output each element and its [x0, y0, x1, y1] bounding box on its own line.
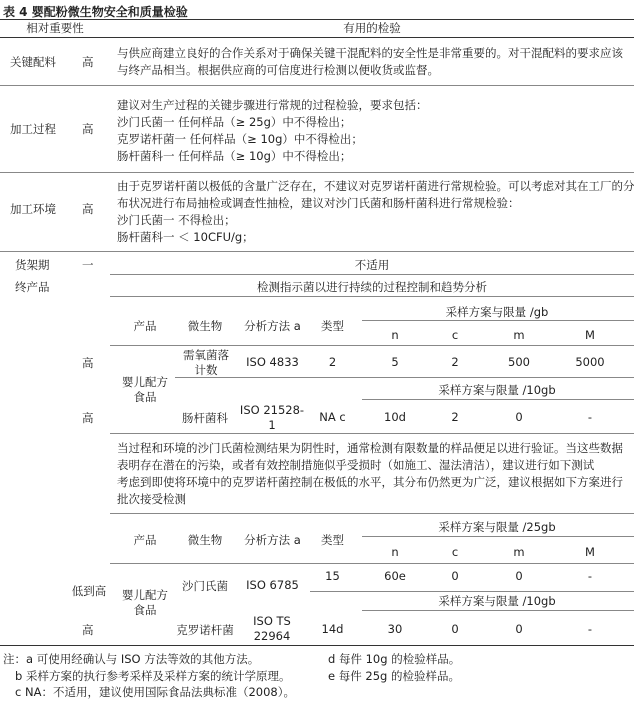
header-tests: 有用的检验 [343, 21, 401, 35]
t2-row1-level: 低到高 [71, 584, 107, 598]
t2-header-method: 分析方法 a [244, 533, 301, 547]
t2-row2-organism: 克罗诺杆菌 [176, 623, 234, 637]
t1-plan-rule [362, 320, 634, 321]
process-label: 加工过程 [10, 122, 56, 136]
t1-row2-level: 高 [82, 411, 94, 425]
shelf-life-label: 货架期 [15, 258, 50, 272]
process-line-4: 肠杆菌科一 任何样品（≥ 10g）中不得检出； [117, 149, 352, 163]
shelf-life-level: 一 [82, 258, 94, 272]
rule-4 [110, 274, 634, 275]
key-ingredients-line-1: 与供应商建立良好的合作关系对于确保关键干混配料的安全性是非常重要的。对干混配料的要求应该 [117, 46, 623, 60]
environment-label: 加工环境 [10, 202, 56, 216]
t2-plan-rule [362, 536, 634, 537]
t2-header-rule [110, 563, 634, 564]
t2-product: 婴儿配方食品 [122, 588, 168, 617]
t2-header-type: 类型 [321, 533, 344, 547]
t1-row1-level: 高 [82, 356, 94, 370]
t1-row1-M: 5000 [575, 355, 605, 369]
t1-sub-m: m [513, 328, 525, 342]
final-product-label: 终产品 [15, 280, 50, 294]
table-title: 表 4 婴配粉微生物安全和质量检验 [3, 5, 188, 19]
environment-line-1: 由于克罗诺杆菌以极低的含量广泛存在，不建议对克罗诺杆菌进行常规检验。可以考虑对其在工厂的分 [117, 179, 634, 193]
t2-row1-m: 0 [515, 569, 523, 583]
t1-row1-method: ISO 4833 [246, 355, 299, 369]
t1-header-method: 分析方法 a [244, 319, 301, 333]
key-ingredients-label: 关键配料 [10, 55, 56, 69]
bottom-rule [0, 645, 634, 646]
t1-row2-M: - [587, 410, 593, 424]
t2-plan2-rule [362, 610, 634, 611]
rule-5 [110, 296, 634, 297]
t2-row1-c: 0 [451, 569, 459, 583]
t2-header-product: 产品 [133, 533, 157, 547]
t2-sub-M: M [585, 545, 595, 559]
rule-1 [0, 85, 634, 86]
t2-row1-n: 60e [384, 569, 406, 583]
note-a: 注：a 可使用经确认与 ISO 方法等效的其他方法。 [3, 652, 260, 666]
process-level: 高 [82, 122, 94, 136]
t1-header-plan: 采样方案与限量 /gb [445, 305, 549, 319]
t1-row1-organism: 需氧菌落计数 [183, 348, 229, 377]
key-ingredients-line-2: 与终产品相当。根据供应商的可信度进行检测以便收货或监督。 [117, 63, 439, 77]
environment-line-4: 肠杆菌科一 ＜ 10CFU/g； [117, 230, 254, 244]
t1-sub-n: n [391, 328, 399, 342]
t1-plan2: 采样方案与限量 /10gb [438, 383, 556, 397]
t1-plan2-rule [362, 399, 634, 400]
t2-header-organism: 微生物 [187, 533, 223, 547]
t1-row2-method: ISO 21528-1 [239, 403, 305, 432]
t2-sub-m: m [513, 545, 525, 559]
process-line-1: 建议对生产过程的关键步骤进行常规的过程检验，要求包括： [117, 98, 428, 112]
key-ingredients-level: 高 [82, 55, 94, 69]
header-rule [0, 37, 634, 38]
header-importance: 相对重要性 [26, 21, 84, 35]
final-product-intro: 检测指示菌以进行持续的过程控制和趋势分析 [257, 280, 487, 294]
t2-row1-organism: 沙门氏菌 [182, 579, 228, 593]
t2-row2-method: ISO TS 22964 [253, 614, 291, 643]
rule-3 [0, 251, 634, 252]
t1-sub-c: c [451, 328, 459, 342]
environment-level: 高 [82, 202, 94, 216]
t1-row2-type: NA c [319, 410, 346, 424]
t1-row-rule [175, 377, 634, 378]
note-e: e 每件 25g 的检验样品。 [328, 669, 460, 683]
t2-row1-method: ISO 6785 [246, 578, 299, 592]
t2-header-plan: 采样方案与限量 /25gb [438, 520, 556, 534]
process-line-3: 克罗诺杆菌一 任何样品（≥ 10g）中不得检出； [117, 132, 363, 146]
final-paragraph-line-1: 当过程和环境的沙门氏菌检测结果为阴性时，通常检测有限数量的样品便足以进行验证。当这些数据 [117, 441, 623, 455]
t2-row2-M: - [587, 622, 593, 636]
shelf-life-text: 不适用 [354, 258, 390, 272]
t1-row2-c: 2 [451, 410, 459, 424]
t2-row1-M: - [587, 569, 593, 583]
t1-header-product: 产品 [133, 319, 157, 333]
t2-row1-type: 15 [325, 569, 340, 583]
final-paragraph-line-2: 表明存在潜在的污染，或者有效控制措施似乎受损时（如施工、湿法清洁），建议进行如下测试 [117, 458, 595, 472]
final-paragraph-line-3: 考虑到即使将环境中的克罗诺杆菌控制在极低的水平，其分布仍然更为广泛，建议根据如下方案进行 [117, 475, 623, 489]
t1-row2-m: 0 [515, 410, 523, 424]
note-b: b 采样方案的执行参考采样及采样方案的统计学原理。 [15, 669, 291, 683]
t1-row2-organism: 肠杆菌科 [182, 411, 228, 425]
t1-header-organism: 微生物 [187, 319, 223, 333]
t2-row-rule [310, 591, 634, 592]
final-paragraph-line-4: 批次接受检测 [117, 492, 186, 506]
environment-line-3: 沙门氏菌一 不得检出； [117, 213, 236, 227]
rule-2 [0, 172, 634, 173]
process-line-2: 沙门氏菌一 任何样品（≥ 25g）中不得检出； [117, 115, 352, 129]
t2-sub-c: c [451, 545, 459, 559]
t1-row1-n: 5 [391, 355, 399, 369]
note-d: d 每件 10g 的检验样品。 [328, 652, 461, 666]
environment-line-2: 布状况进行布局抽检或调查性抽检，建议对沙门氏菌和肠杆菌科进行常规检验： [117, 196, 520, 210]
t1-row1-type: 2 [328, 355, 337, 369]
rule-6 [110, 513, 634, 514]
t2-row2-c: 0 [451, 622, 459, 636]
t1-header-type: 类型 [321, 319, 344, 333]
t2-plan2: 采样方案与限量 /10gb [438, 594, 556, 608]
t2-row2-level: 高 [82, 623, 94, 637]
t1-header-rule [110, 345, 634, 346]
note-c: c NA：不适用，建议使用国际食品法典标准（2008）。 [15, 685, 295, 699]
t2-sub-n: n [391, 545, 399, 559]
t1-row1-c: 2 [451, 355, 459, 369]
t2-row2-m: 0 [515, 622, 523, 636]
t2-row2-type: 14d [321, 622, 344, 636]
t1-sub-M: M [585, 328, 595, 342]
t2-row2-n: 30 [387, 622, 403, 636]
t1-product: 婴儿配方食品 [122, 375, 168, 404]
t1-bottom-rule [110, 433, 634, 434]
t1-row2-n: 10d [384, 410, 406, 424]
t1-row1-m: 500 [508, 355, 530, 369]
